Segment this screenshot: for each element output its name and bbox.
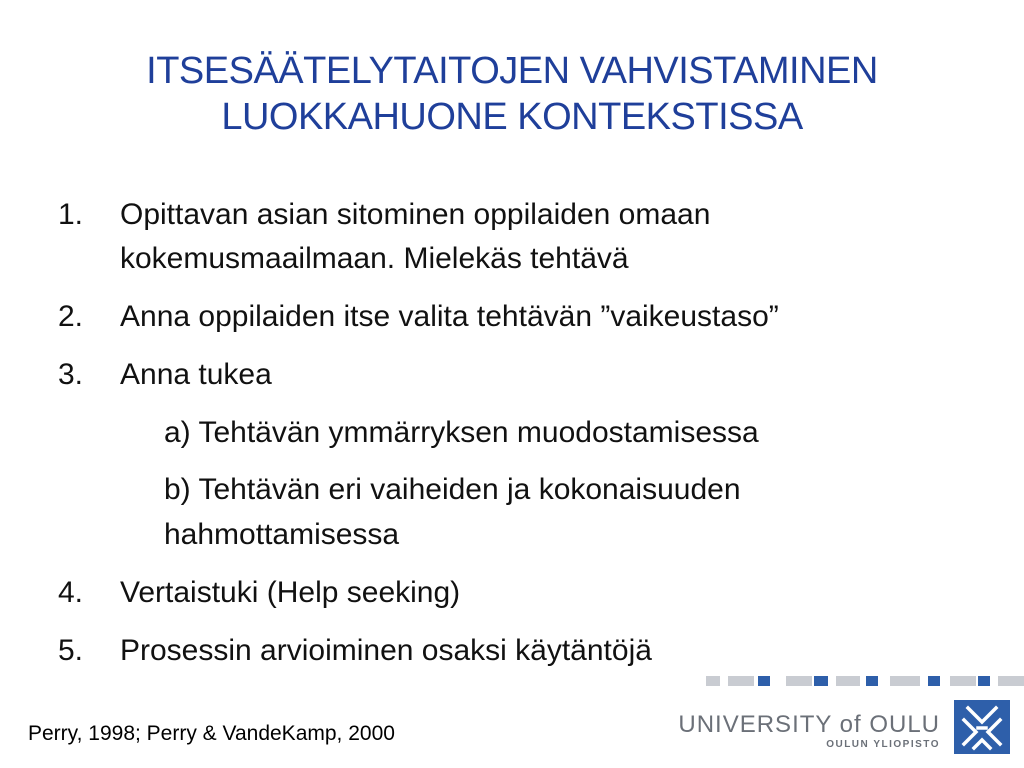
decorative-stripe-bar: [706, 676, 1024, 686]
slide-title-line-1: ITSESÄÄTELYTAITOJEN VAHVISTAMINEN: [146, 50, 878, 92]
list-number-1: 1.: [58, 198, 84, 231]
list-item-2-line-1: Anna oppilaiden itse valita tehtävän ”vaikeustaso”: [120, 300, 779, 333]
list-item-5-line-1: Prosessin arvioiminen osaksi käytäntöjä: [120, 634, 652, 667]
list-number-4: 4.: [58, 576, 84, 609]
list-number-5: 5.: [58, 634, 84, 667]
list-item-4-line-1: Vertaistuki (Help seeking): [120, 576, 461, 609]
university-of-oulu-mark-icon: [954, 700, 1010, 754]
citation: Perry, 1998; Perry & VandeKamp, 2000: [28, 722, 395, 745]
logo-university-name: UNIVERSITY of OULU: [678, 711, 940, 738]
sub-item-b-line-2: hahmottamisessa: [164, 518, 400, 551]
sub-item-a-line-1: a) Tehtävän ymmärryksen muodostamisessa: [164, 416, 759, 449]
list-item-1-line-1: Opittavan asian sitominen oppilaiden omaan: [120, 198, 711, 231]
sub-item-b-line-1: b) Tehtävän eri vaiheiden ja kokonaisuuden: [164, 473, 741, 506]
list-number-2: 2.: [58, 300, 84, 333]
logo-university-subname: OULUN YLIOPISTO: [826, 739, 940, 750]
list-number-3: 3.: [58, 358, 84, 391]
list-item-1-line-2: kokemusmaailmaan. Mielekäs tehtävä: [120, 242, 629, 275]
slide-title-line-2: LUOKKAHUONE KONTEKSTISSA: [221, 96, 803, 138]
list-item-3-line-1: Anna tukea: [120, 358, 272, 391]
university-logo-text: [678, 712, 940, 752]
